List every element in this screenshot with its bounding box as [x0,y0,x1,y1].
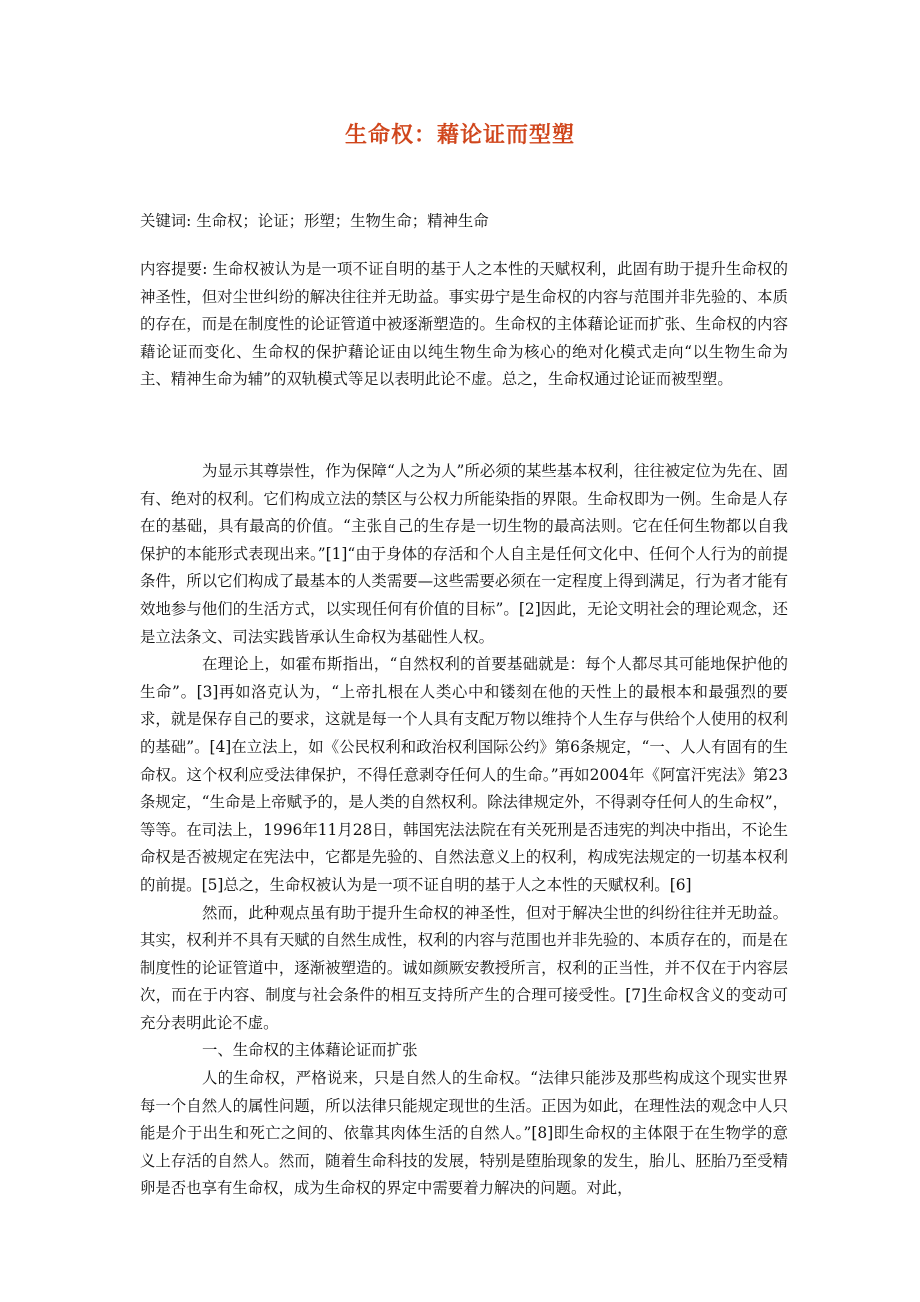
body-paragraph: 然而，此种观点虽有助于提升生命权的神圣性，但对于解决尘世的纠纷往往并无助益。其实，权利并不具有天赋的自然生成性，权利的内容与范围也并非先验的、本质存在的，而是在制度性的论证管道中，逐渐被塑造的。诚如颜厥安教授所言，权利的正当性，并不仅在于内容层次，而在于内容、制度与社会条件的相互支持所产生的合理可接受性。[7]生命权含义的变动可充分表明此论不虚。 [140,903,788,1032]
section-heading: 一、生命权的主体藉论证而扩张 [202,1041,418,1060]
keywords-line: 关键词: 生命权；论证；形塑；生物生命；精神生命 [140,212,489,230]
body-text [140,458,788,1203]
abstract-text: 内容提要: 生命权被认为是一项不证自明的基于人之本性的天赋权利，此固有助于提升生命权的神圣性，但对尘世纠纷的解决往往并无助益。事实毋宁是生命权的内容与范围并非先验的、本质的存在，而是在制度性的论证管道中被逐渐塑造的。生命权的主体藉论证而扩张、生命权的内容藉论证而变化、生命权的保护藉论证由以纯生物生命为核心的绝对化模式走向“以生物生命为主、精神生命为辅”的双轨模式等足以表明此论不虚。总之，生命权通过论证而被型塑。 [140,260,788,389]
body-paragraph: 为显示其尊崇性，作为保障“人之为人”所必须的某些基本权利，往往被定位为先在、固有、绝对的权利。它们构成立法的禁区与公权力所能染指的界限。生命权即为一例。生命是人存在的基础，具有最高的价值。“主张自己的生存是一切生物的最高法则。它在任何生物都以自我保护的本能形式表现出来。”[1]“由于身体的存活和个人自主是任何文化中、任何个人行为的前提条件，所以它们构成了最基本的人类需要—这些需要必须在一定程度上得到满足，行为者才能有效地参与他们的生活方式，以实现任何有价值的目标”。[2]因此，无论文明社会的理论观念，还是立法条文、司法实践皆承认生命权为基础性人权。 [140,462,788,646]
abstract-section [140,256,788,394]
keywords-section [140,208,788,236]
body-paragraph: 在理论上，如霍布斯指出，“自然权利的首要基础就是：每个人都尽其可能地保护他的生命”。[3]再如洛克认为，“上帝扎根在人类心中和镂刻在他的天性上的最根本和最强烈的要求，就是保存自己的要求，这就是每一个人具有支配万物以维持个人生存与供给个人使用的权利的基础”。[4]在立法上，如《公民权利和政治权利国际公约》第6条规定，“一、人人有固有的生命权。这个权利应受法律保护，不得任意剥夺任何人的生命。”再如2004年《阿富汗宪法》第23条规定，“生命是上帝赋予的，是人类的自然权利。除法律规定外，不得剥夺任何人的生命权”，等等。在司法上，1996年11月28日，韩国宪法法院在有关死刑是否违宪的判决中指出，不论生命权是否被规定在宪法中，它都是先验的、自然法意义上的权利，构成宪法规定的一切基本权利的前提。[5]总之，生命权被认为是一项不证自明的基于人之本性的天赋权利。[6] [140,655,788,894]
document-title: 生命权：藉论证而型塑 [344,123,575,148]
body-paragraph: 人的生命权，严格说来，只是自然人的生命权。“法律只能涉及那些构成这个现实世界每一个自然人的属性问题，所以法律只能规定现世的生活。正因为如此，在理性法的观念中人只能是介于出生和死亡之间的、依靠其肉体生活的自然人。”[8]即生命权的主体限于在生物学的意义上存活的自然人。然而，随着生命科技的发展，特别是堕胎现象的发生，胎儿、胚胎乃至受精卵是否也享有生命权，成为生命权的界定中需要着力解决的问题。对此， [140,1069,788,1198]
